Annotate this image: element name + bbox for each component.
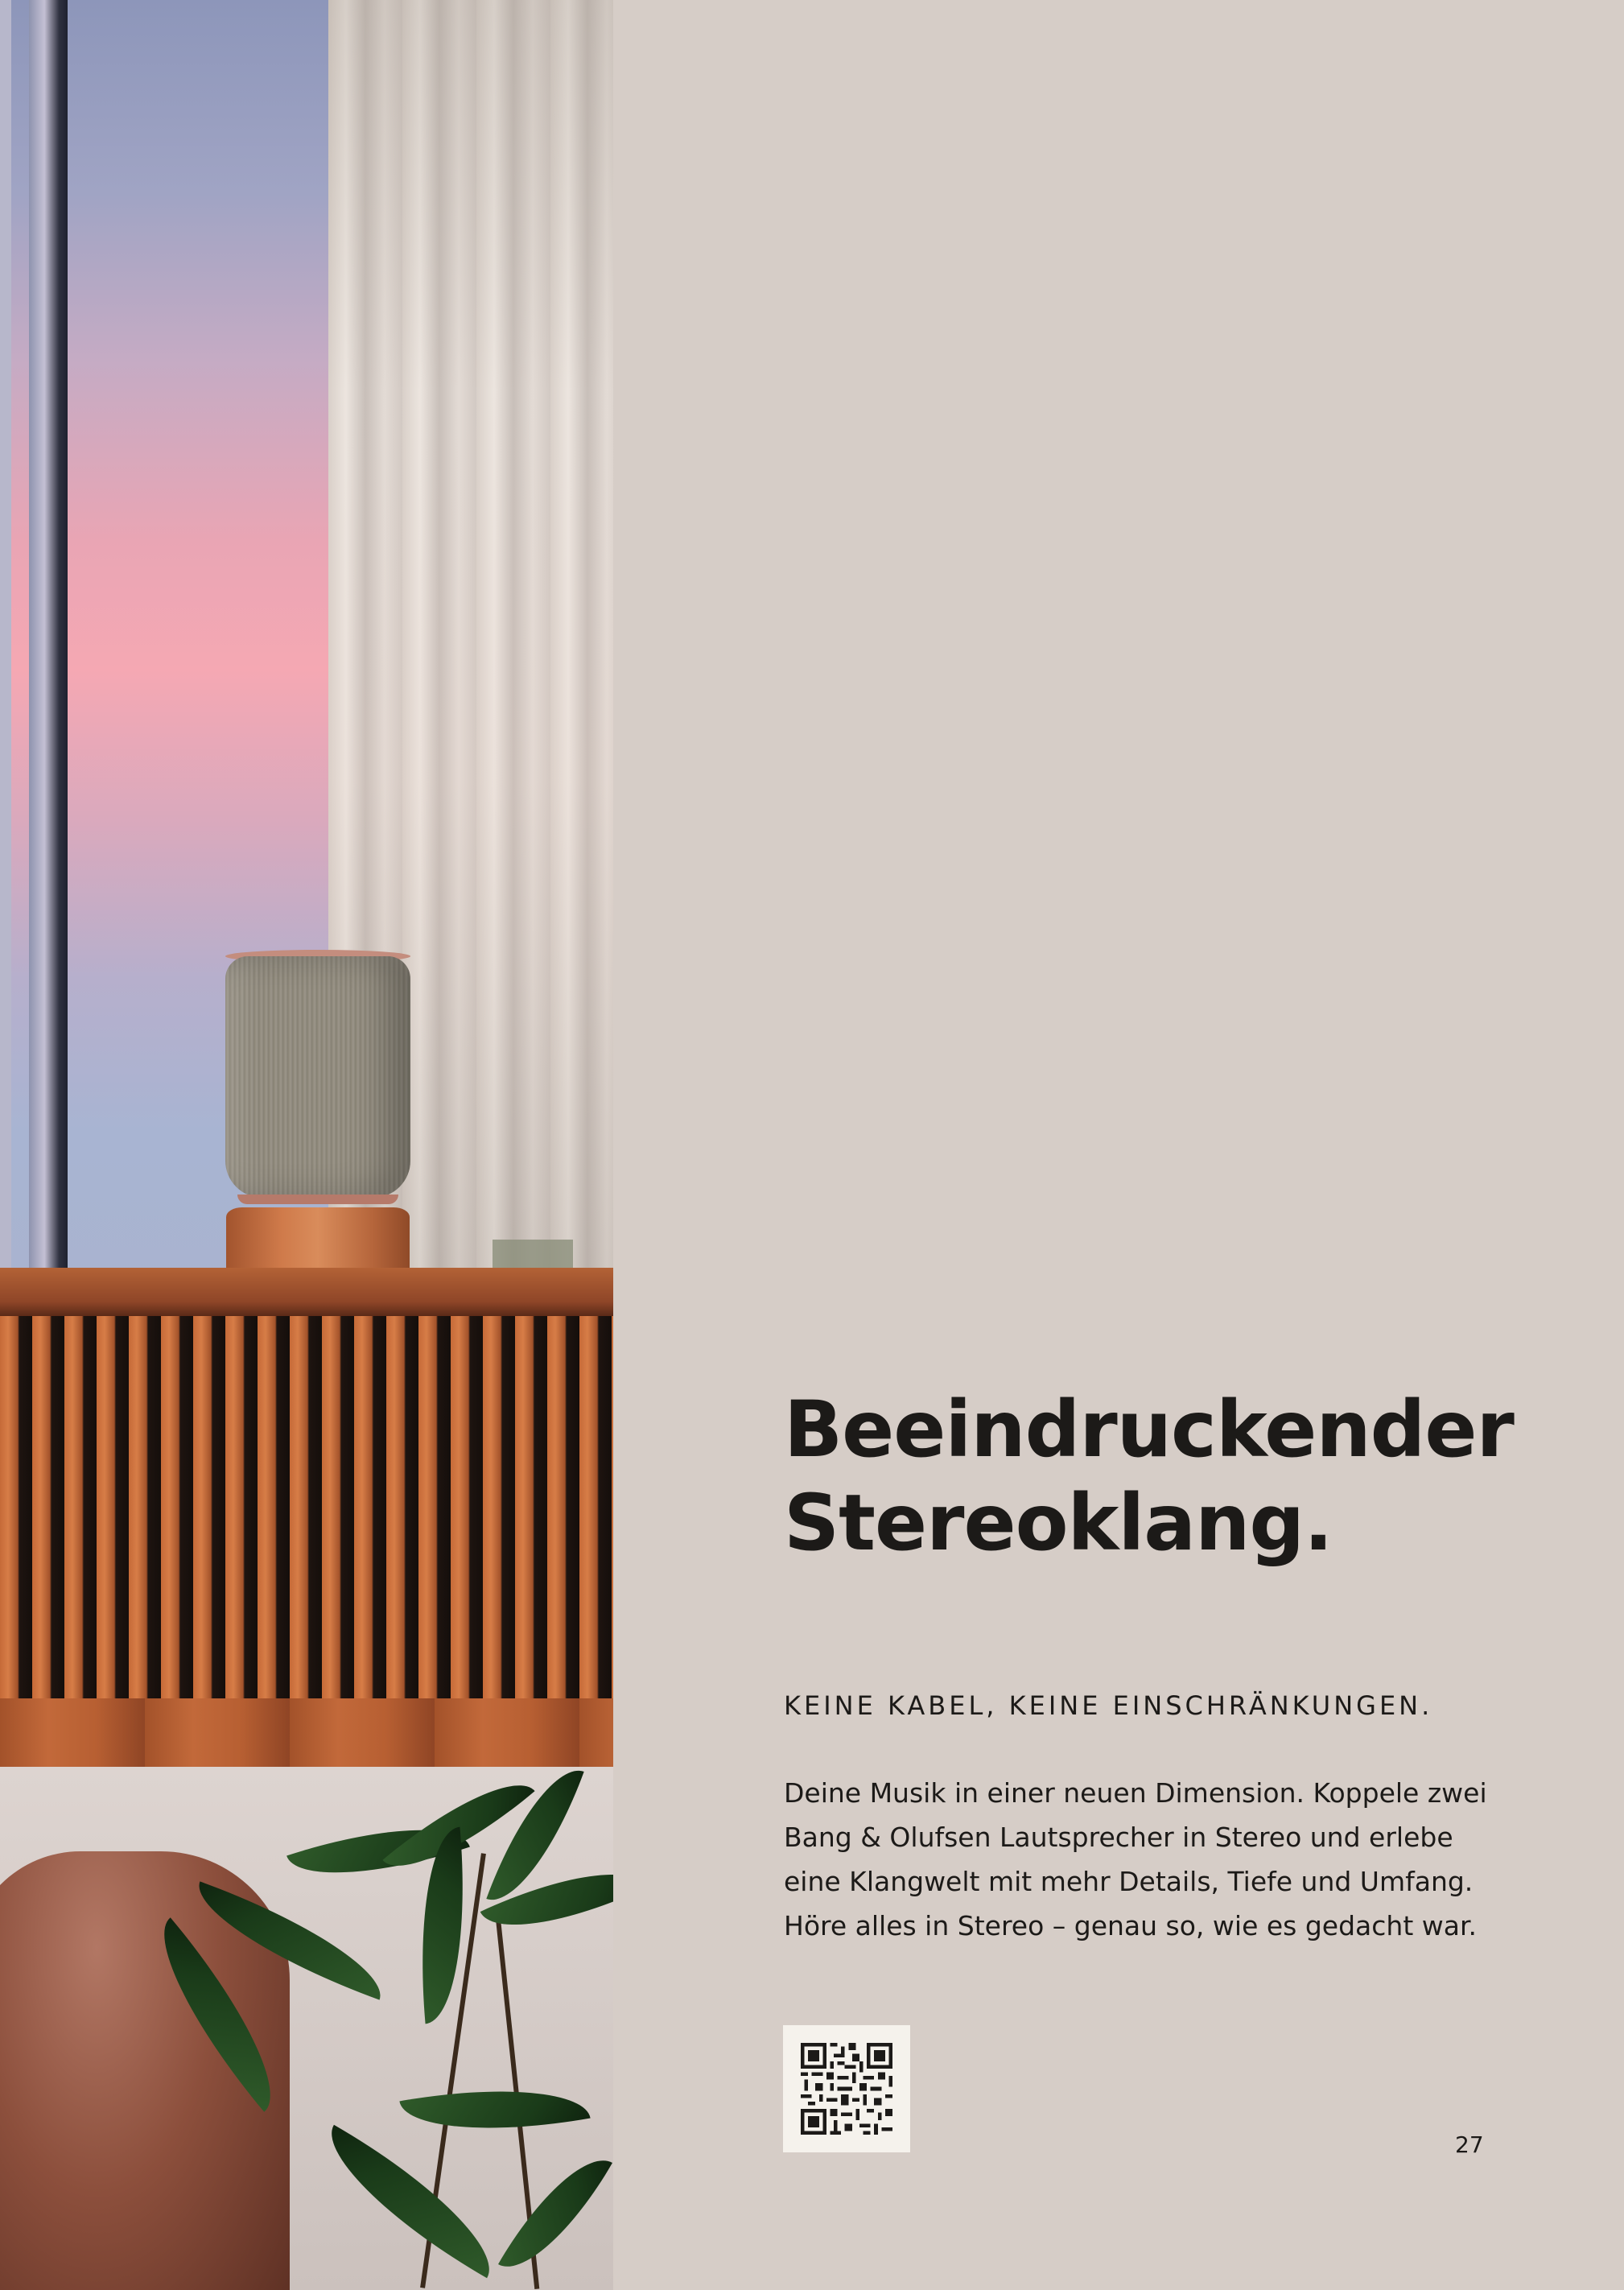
body-line-1: Deine Musik in einer neuen Dimension. Koppele zwei: [784, 1777, 1487, 1809]
speaker-ring: [237, 1195, 398, 1204]
text-column: [613, 0, 1624, 2290]
headline: [784, 1383, 1514, 1570]
subheading: KEINE KABEL, KEINE EINSCHRÄNKUNGEN.: [784, 1690, 1433, 1721]
page-number: 27: [1455, 2131, 1484, 2158]
window-frame: [29, 0, 68, 1276]
speaker-room-photo: [0, 0, 613, 2290]
speaker: [225, 950, 410, 1320]
speaker-fabric-body: [225, 956, 410, 1198]
body-line-2: Bang & Olufsen Lautsprecher in Stereo und erlebe: [784, 1822, 1453, 1853]
headline-line-1: Beeindruckender: [784, 1384, 1514, 1475]
headline-line-2: Stereoklang.: [784, 1478, 1333, 1568]
window-frame-edge: [0, 0, 11, 1276]
window-sill: [0, 1268, 613, 1316]
qr-code[interactable]: [783, 2025, 910, 2152]
body-line-4: Höre alles in Stereo – genau so, wie es gedacht war.: [784, 1910, 1477, 1941]
wooden-slat-radiator-cover: [0, 1316, 613, 1735]
qr-code-icon: [801, 2043, 892, 2135]
body-line-3: eine Klangwelt mit mehr Details, Tiefe und Umfang.: [784, 1866, 1474, 1897]
body-text: [784, 1771, 1540, 1948]
